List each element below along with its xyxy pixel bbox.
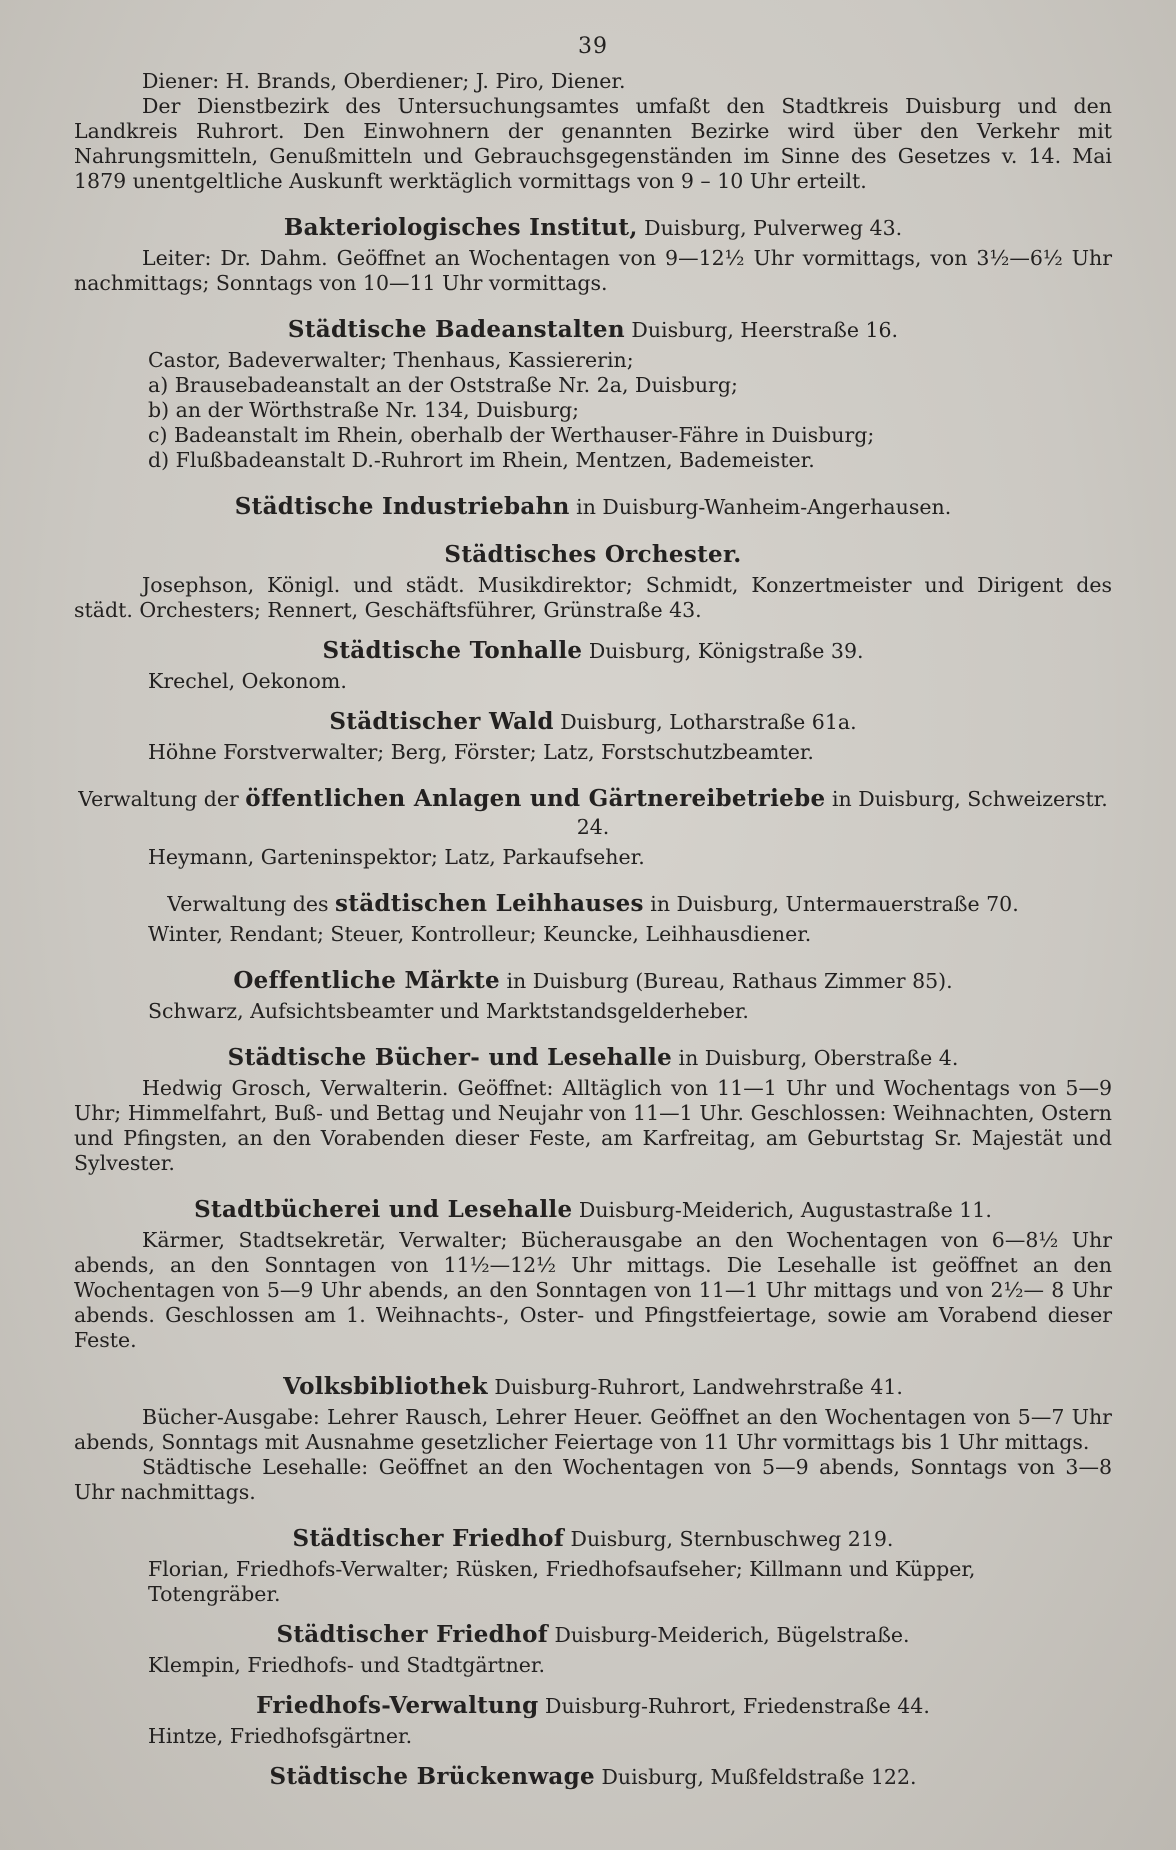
section-list-line: a) Brausebadeanstalt an der Oststraße Nr. 2a, Duisburg;	[148, 373, 738, 397]
section-title: Friedhofs-Verwaltung	[256, 1692, 539, 1719]
section-body: Bücher-Ausgabe: Lehrer Rausch, Lehrer Heuer. Geöffnet an den Wochentagen von 5—7 Uhr abends, Sonntags mit Ausnahme gesetzlicher Feiertage von 11 Uhr vormittags bis 1 Uhr mittags.	[74, 1405, 1112, 1454]
section-address: Duisburg-Meiderich, Bügelstraße.	[547, 1623, 910, 1647]
section	[74, 1196, 1112, 1353]
section-title: Bakteriologisches Institut,	[283, 214, 638, 241]
section	[74, 1621, 1112, 1678]
section-title: Städtische Industriebahn	[234, 493, 570, 520]
section-body: Josephson, Königl. und städt. Musikdirektor; Schmidt, Konzertmeister und Dirigent des städt. Orchesters; Rennert, Geschäftsführer, Grünstraße 43.	[74, 573, 1112, 622]
section	[74, 541, 1112, 623]
section-title: Städtisches Orchester.	[444, 541, 742, 568]
section-address: Duisburg, Sternbuschweg 219.	[564, 1527, 894, 1551]
section-heading	[74, 1525, 1112, 1553]
section-heading	[74, 1373, 1112, 1401]
section-address: Duisburg-Ruhrort, Landwehrstraße 41.	[487, 1375, 903, 1399]
section-title: Städtischer Wald	[329, 708, 554, 735]
section-heading	[74, 637, 1112, 665]
section-heading	[74, 890, 1112, 918]
section-heading-prefix: Verwaltung des	[167, 892, 336, 916]
section	[74, 1692, 1112, 1749]
section-address: Duisburg, Pulverweg 43.	[637, 216, 903, 240]
section-heading	[74, 214, 1112, 242]
section-list-line: Krechel, Oekonom.	[148, 669, 347, 693]
section-body: Leiter: Dr. Dahm. Geöffnet an Wochentagen von 9—12½ Uhr vormittags, von 3½—6½ Uhr nachmittags; Sonntags von 10—11 Uhr vormittags.	[74, 246, 1112, 295]
section-list-line: Heymann, Garteninspektor; Latz, Parkaufseher.	[148, 845, 645, 869]
section-list-line: c) Badeanstalt im Rhein, oberhalb der Werthauser-Fähre in Duisburg;	[148, 423, 875, 447]
section-heading	[74, 541, 1112, 569]
section-address: Duisburg, Heerstraße 16.	[624, 318, 899, 342]
section-heading	[74, 1044, 1112, 1072]
section-heading	[74, 708, 1112, 736]
section	[74, 1525, 1112, 1607]
section-body: Städtische Lesehalle: Geöffnet an den Wochentagen von 5—9 abends, Sonntags von 3—8 Uhr nachmittags.	[74, 1455, 1112, 1504]
section-title: Städtischer Friedhof	[292, 1525, 565, 1552]
section-list-line: b) an der Wörthstraße Nr. 134, Duisburg;	[148, 398, 580, 422]
section-title: Städtische Brückenwage	[269, 1763, 595, 1790]
section-address: Duisburg, Mußfeldstraße 122.	[594, 1765, 917, 1789]
section-list-line: Florian, Friedhofs-Verwalter; Rüsken, Friedhofsaufseher; Killmann und Küpper, Totengräber.	[148, 1557, 976, 1606]
section	[74, 708, 1112, 765]
section	[74, 785, 1112, 870]
section-heading-prefix: Verwaltung der	[78, 787, 246, 811]
section-body: Kärmer, Stadtsekretär, Verwalter; Bücherausgabe an den Wochentagen von 6—8½ Uhr abends, an den Sonntagen von 11½—12½ Uhr mittags. Die Lesehalle ist geöffnet an den Wochentagen von 5—9 Uhr abends, an den Sonntagen von 11—1 Uhr mittags und von 2½— 8 Uhr abends. Geschlossen am 1. Weihnachts-, Oster- und Pfingstfeiertage, sowie am Vorabend dieser Feste.	[74, 1228, 1112, 1352]
section-heading	[74, 1692, 1112, 1720]
section-title: städtischen Leihhauses	[335, 890, 644, 917]
section-address: Duisburg-Meiderich, Augustastraße 11.	[572, 1198, 992, 1222]
section	[74, 1044, 1112, 1176]
section-title: Volksbibliothek	[283, 1373, 488, 1400]
section-heading	[74, 1196, 1112, 1224]
section-address: in Duisburg, Oberstraße 4.	[672, 1046, 959, 1070]
section-title: Städtische Bücher- und Lesehalle	[227, 1044, 672, 1071]
section-heading	[74, 1621, 1112, 1649]
section-heading	[74, 493, 1112, 521]
section	[74, 1373, 1112, 1505]
section-title: öffentlichen Anlagen und Gärtnereibetriebe	[245, 785, 826, 812]
section	[74, 316, 1112, 473]
section-list-line: Höhne Forstverwalter; Berg, Förster; Latz, Forstschutzbeamter.	[148, 740, 814, 764]
section-address: Duisburg, Lotharstraße 61a.	[553, 710, 857, 734]
section-address: in Duisburg, Untermauerstraße 70.	[643, 892, 1019, 916]
section-list-line: Castor, Badeverwalter; Thenhaus, Kassiererin;	[148, 348, 634, 372]
section-list-line: Schwarz, Aufsichtsbeamter und Marktstandsgelderheber.	[148, 999, 749, 1023]
intro-text: Der Dienstbezirk des Untersuchungsamtes umfaßt den Stadtkreis Duisburg und den Landkreis Ruhrort. Den Einwohnern der genannten Bezirke wird über den Verkehr mit Nahrungsmitteln, Genußmitteln und Gebrauchsgegenständen im Sinne des Gesetzes v. 14. Mai 1879 unentgeltliche Auskunft werktäglich vormittags von 9 – 10 Uhr erteilt.	[74, 94, 1112, 193]
section-list-line: Klempin, Friedhofs- und Stadtgärtner.	[148, 1653, 545, 1677]
section-list-line: Hintze, Friedhofsgärtner.	[148, 1724, 413, 1748]
section-title: Stadtbücherei und Lesehalle	[194, 1196, 573, 1223]
section-address: Duisburg-Ruhrort, Friedenstraße 44.	[538, 1694, 930, 1718]
section	[74, 890, 1112, 947]
section	[74, 967, 1112, 1024]
section-heading	[74, 1763, 1112, 1791]
section-title: Städtische Tonhalle	[322, 637, 583, 664]
section	[74, 214, 1112, 296]
section-list-line: Winter, Rendant; Steuer, Kontrolleur; Keuncke, Leihhausdiener.	[148, 922, 812, 946]
section	[74, 493, 1112, 521]
section-title: Oeffentliche Märkte	[233, 967, 500, 994]
section	[74, 637, 1112, 694]
section-address: in Duisburg-Wanheim-Angerhausen.	[569, 495, 952, 519]
section-address: in Duisburg (Bureau, Rathaus Zimmer 85).	[499, 969, 953, 993]
section-body: Hedwig Grosch, Verwalterin. Geöffnet: Alltäglich von 11—1 Uhr und Wochentags von 5—9 Uhr; Himmelfahrt, Buß- und Bettag und Neujahr von 11—1 Uhr. Geschlossen: Weihnachten, Ostern und Pfingsten, an den Vorabenden dieser Feste, am Karfreitag, am Geburtstag Sr. Majestät und Sylvester.	[74, 1076, 1112, 1175]
section-heading	[74, 967, 1112, 995]
section-address: in Duisburg, Schweizerstr. 24.	[576, 787, 1108, 839]
sections-container	[74, 214, 1112, 1791]
section-heading	[74, 316, 1112, 344]
section-title: Städtischer Friedhof	[276, 1621, 548, 1648]
section-address: Duisburg, Königstraße 39.	[582, 639, 864, 663]
page-number: 39	[578, 34, 608, 59]
section	[74, 1763, 1112, 1791]
section-heading	[74, 785, 1112, 841]
section-list-line: d) Flußbadeanstalt D.-Ruhrort im Rhein, Mentzen, Bademeister.	[148, 448, 815, 472]
section-title: Städtische Badeanstalten	[287, 316, 625, 343]
intro-staff: Diener: H. Brands, Oberdiener; J. Piro, Diener.	[142, 69, 626, 93]
